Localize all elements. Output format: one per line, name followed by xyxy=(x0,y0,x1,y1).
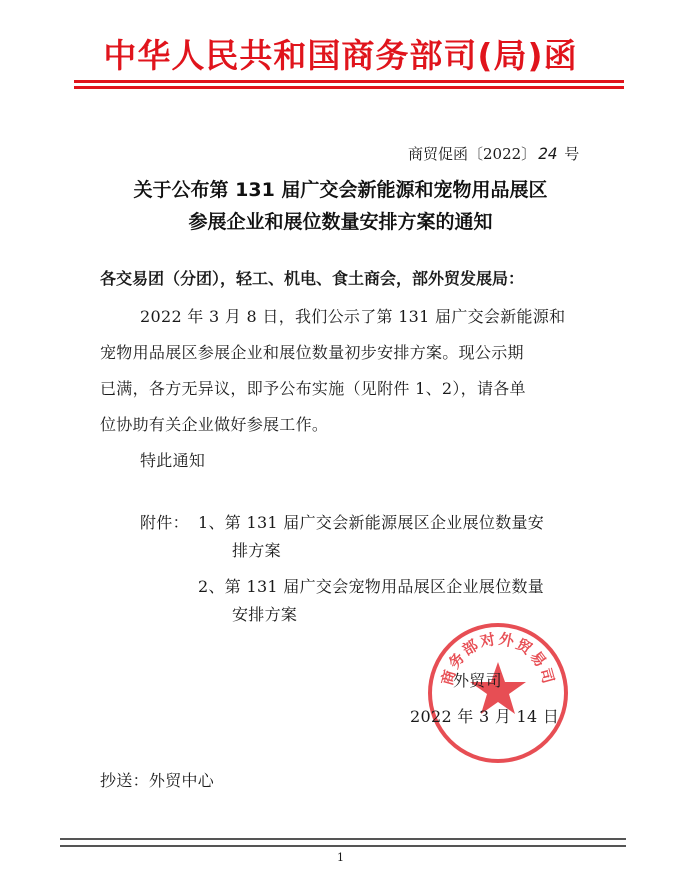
seal-text: 商务部对外贸易司 xyxy=(437,629,559,688)
document-title-line-2: 参展企业和展位数量安排方案的通知 xyxy=(188,211,493,233)
document-number xyxy=(408,143,579,164)
signing-organization: 外贸司 xyxy=(453,671,502,690)
document-number-value: 24 xyxy=(538,144,558,163)
body-paragraph-line-2: 宠物用品展区参展企业和展位数量初步安排方案。现公示期 xyxy=(100,343,524,362)
page-number: 1 xyxy=(337,851,344,864)
document-number-prefix: 商贸促函〔2022〕 xyxy=(408,145,537,163)
attachments-label: 附件： xyxy=(140,513,189,532)
signing-date: 2022 年 3 月 14 日 xyxy=(410,707,560,726)
footer-rule-top xyxy=(60,838,626,840)
attachment-1-line-2: 排方案 xyxy=(232,541,281,560)
document-number-suffix: 号 xyxy=(559,145,580,163)
letterhead-rule-top xyxy=(74,80,624,83)
footer-rule-bottom xyxy=(60,845,626,847)
attachment-2-line-1: 2、第 131 届广交会宠物用品展区企业展位数量 xyxy=(198,577,545,596)
letterhead-title: 中华人民共和国商务部司(局)函 xyxy=(103,36,578,75)
official-seal xyxy=(423,618,573,768)
body-paragraph-line-1: 2022 年 3 月 8 日，我们公示了第 131 届广交会新能源和 xyxy=(140,307,566,326)
body-paragraph-line-4: 位协助有关企业做好参展工作。 xyxy=(100,415,329,434)
cc-line: 抄送：外贸中心 xyxy=(100,771,215,790)
closing-phrase: 特此通知 xyxy=(140,451,206,470)
salutation: 各交易团（分团），轻工、机电、食土商会，部外贸发展局： xyxy=(100,269,525,288)
letterhead-rule-bottom xyxy=(74,86,624,89)
attachment-1-line-1: 1、第 131 届广交会新能源展区企业展位数量安 xyxy=(198,513,545,532)
body-paragraph-line-3: 已满，各方无异议，即予公布实施（见附件 1、2），请各单 xyxy=(100,379,526,398)
attachment-2-line-2: 安排方案 xyxy=(232,605,298,624)
document-title-line-1: 关于公布第 131 届广交会新能源和宠物用品展区 xyxy=(133,179,548,201)
